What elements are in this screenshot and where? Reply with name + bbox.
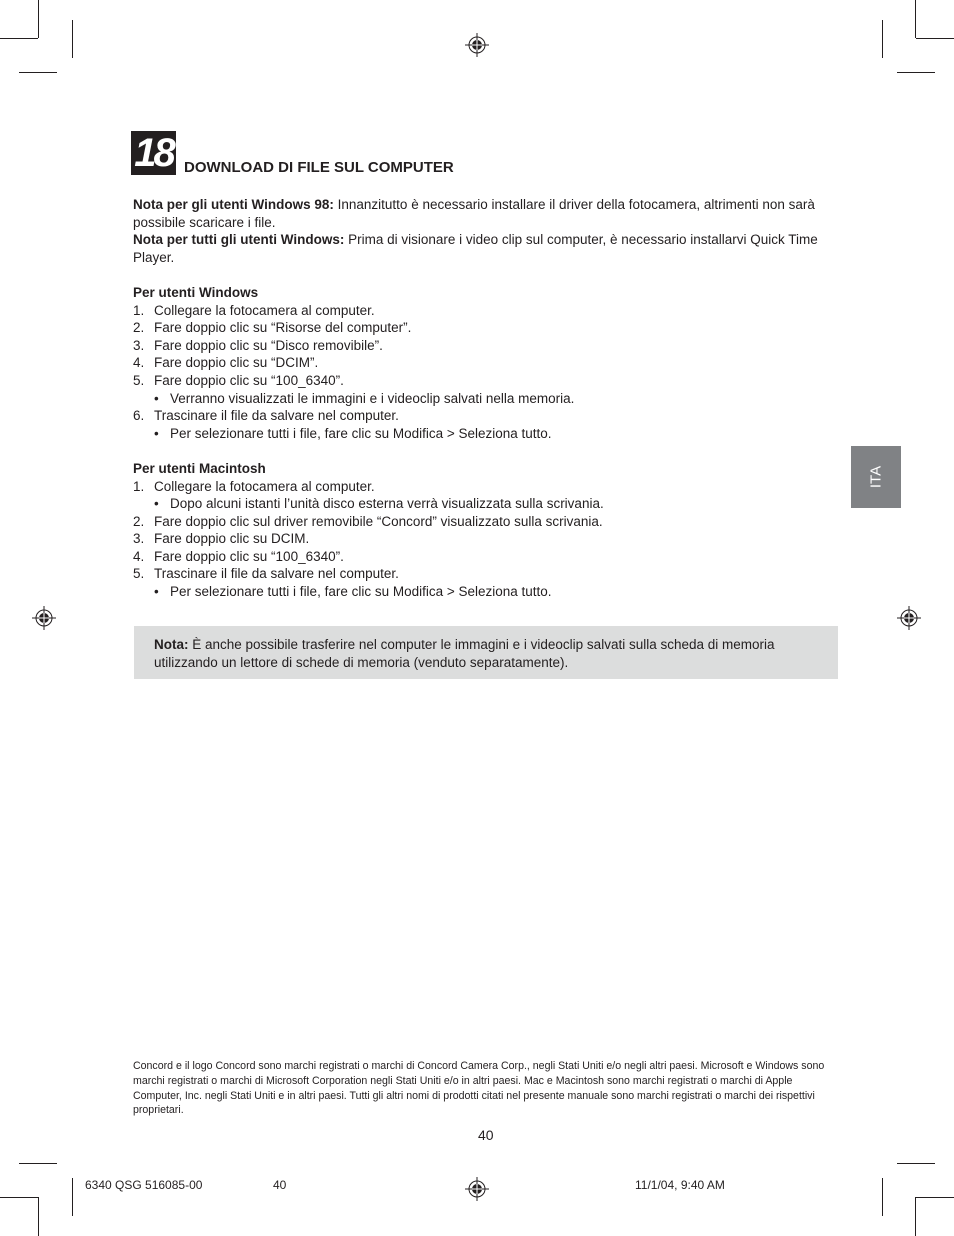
trademark-disclaimer: Concord e il logo Concord sono marchi registrati o marchi di Concord Camera Corp., negli Stati Uniti e/o negli altri paesi. Microsoft e Windows sono marchi registrati o marchi di Microsoft Corporation negli Stati Uniti e/o in altri paesi. Mac e Macintosh sono marchi registrati o marchi di Apple Computer, Inc. negli Stati Uniti e in altri paesi. Tutti gli altri nomi di prodotti citati nel presente manuale sono marchi registrati o marchi dei rispettivi proprietari. <box>133 1060 825 1117</box>
list-item: 3. Fare doppio clic su DCIM. <box>133 531 310 547</box>
footer-page: 40 <box>273 1178 287 1192</box>
registration-mark-icon <box>465 1177 489 1201</box>
crop-mark <box>38 1197 39 1236</box>
note-box-text: È anche possibile trasferire nel computer le immagini e i videoclip salvati sulla scheda di memoria utilizzando un lettore di schede di memoria (venduto separatamente). <box>154 637 775 670</box>
note-all-windows <box>133 231 838 266</box>
registration-mark-icon <box>32 606 56 630</box>
macintosh-heading: Per utenti Macintosh <box>133 460 266 476</box>
page-number: 40 <box>478 1127 494 1143</box>
list-item: 6. Trascinare il file da salvare nel computer. <box>133 408 399 424</box>
crop-mark <box>19 1163 57 1164</box>
crop-mark <box>882 20 883 58</box>
list-item: 3. Fare doppio clic su “Disco removibile”. <box>133 337 383 353</box>
list-item: 1. Collegare la fotocamera al computer. <box>133 302 375 318</box>
list-item: 5. Fare doppio clic su “100_6340”. <box>133 372 344 388</box>
list-item: 2. Fare doppio clic su “Risorse del computer”. <box>133 320 412 336</box>
list-item: 4. Fare doppio clic su “DCIM”. <box>133 355 319 371</box>
note-text: Innanzitutto è necessario installare il driver della fotocamera, altrimenti non sarà possibile scaricare i file. <box>133 197 815 230</box>
crop-mark <box>19 72 57 73</box>
crop-mark <box>0 1197 38 1198</box>
crop-mark <box>38 0 39 38</box>
list-item: 2. Fare doppio clic sul driver removibile “Concord” visualizzato sulla scrivania. <box>133 513 603 529</box>
list-item: 4. Fare doppio clic su “100_6340”. <box>133 548 344 564</box>
list-subitem: • Verranno visualizzati le immagini e i videoclip salvati nella memoria. <box>154 390 575 406</box>
section-title: DOWNLOAD DI FILE SUL COMPUTER <box>184 159 454 176</box>
language-tab <box>851 446 901 508</box>
list-subitem: • Dopo alcuni istanti l’unità disco esterna verrà visualizzata sulla scrivania. <box>154 496 604 512</box>
note-box <box>134 626 838 679</box>
note-box-label: Nota: <box>154 637 189 652</box>
registration-mark-icon <box>465 33 489 57</box>
section-number: 18 <box>131 131 176 175</box>
registration-mark-icon <box>897 606 921 630</box>
footer-job: 6340 QSG 516085-00 <box>85 1178 203 1192</box>
list-item: 1. Collegare la fotocamera al computer. <box>133 478 375 494</box>
crop-mark <box>882 1178 883 1216</box>
crop-mark <box>72 20 73 58</box>
windows-heading: Per utenti Windows <box>133 284 259 300</box>
footer-timestamp: 11/1/04, 9:40 AM <box>635 1178 725 1192</box>
list-subitem: • Per selezionare tutti i file, fare clic su Modifica > Seleziona tutto. <box>154 425 552 441</box>
note-label: Nota per gli utenti Windows 98: <box>133 197 334 212</box>
crop-mark <box>897 72 935 73</box>
crop-mark <box>916 38 954 39</box>
language-tab-label: ITA <box>867 465 885 489</box>
crop-mark <box>897 1163 935 1164</box>
crop-mark <box>915 0 916 38</box>
list-subitem: • Per selezionare tutti i file, fare clic su Modifica > Seleziona tutto. <box>154 584 552 600</box>
crop-mark <box>0 38 38 39</box>
crop-mark <box>915 1197 916 1236</box>
list-item: 5. Trascinare il file da salvare nel computer. <box>133 566 399 582</box>
crop-mark <box>916 1197 954 1198</box>
note-label: Nota per tutti gli utenti Windows: <box>133 232 345 248</box>
note-windows98 <box>133 196 838 231</box>
note-text: Prima di visionare i video clip sul computer, è necessario installarvi Quick Time Player. <box>133 232 818 265</box>
main-content <box>133 196 838 601</box>
crop-mark <box>72 1178 73 1216</box>
